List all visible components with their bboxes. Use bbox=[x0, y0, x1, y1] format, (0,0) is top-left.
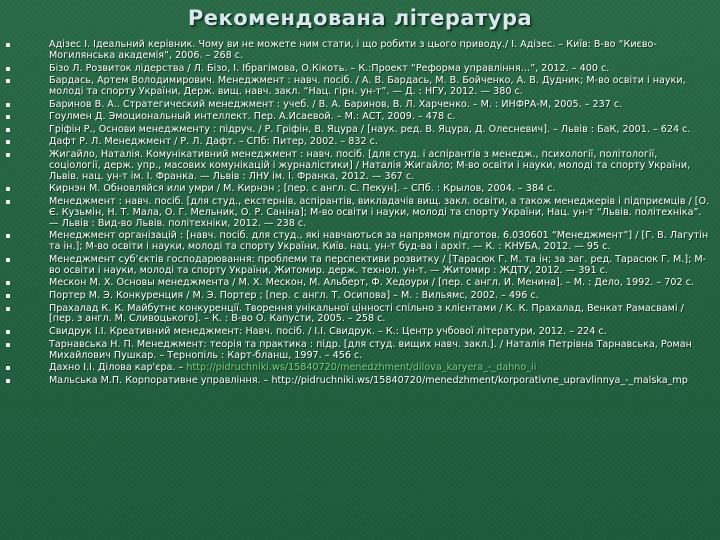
reference-item bbox=[6, 363, 714, 374]
reference-item bbox=[6, 184, 714, 195]
reference-text: Гріфін Р., Основи менеджменту : підруч. / Р. Гріфін, В. Яцура / [наук. ред. В. Яцура, Д. Олесневич]. – Львів : БаК, 2001. – 624 с. bbox=[49, 123, 691, 135]
reference-item bbox=[6, 291, 714, 302]
reference-item bbox=[6, 150, 714, 183]
reference-item bbox=[6, 231, 714, 253]
reference-item bbox=[6, 327, 714, 338]
reference-item bbox=[6, 197, 714, 230]
reference-text: Дафт Р. Л. Менеджмент / Р. Л. Дафт. – СПб: Питер, 2002. – 832 с. bbox=[49, 136, 378, 148]
reference-text: Баринов В. А.. Стратегический менеджмент : учеб. / В. А. Баринов, В. Л. Харченко. – М. : ИНФРА-М, 2005. – 237 с. bbox=[49, 98, 623, 110]
reference-text: Бардась, Артем Володимирович. Менеджмент : навч. посіб. / А. В. Бардась, М. В. Бойченко, А. В. Дудник; М-во освіти і науки, молоді та спорту України, Держ. вищ. навч. закл. “Нац. гірн. ун-т”. — Д. : НГУ, 2012. — 380 с. bbox=[49, 75, 686, 97]
reference-item bbox=[6, 64, 714, 75]
bullet-icon bbox=[6, 128, 10, 132]
reference-list bbox=[6, 40, 714, 388]
bullet-icon bbox=[6, 200, 10, 204]
bullet-icon bbox=[6, 103, 10, 107]
reference-text: Тарнавська Н. П. Менеджмент: теорія та практика : підр. [для студ. вищих навч. закл.]. / Наталія Петрівна Тарнавська, Роман Михайлович Пушкар. – Тернопіль : Карт-бланш, 1997. – 456 с. bbox=[49, 338, 692, 361]
reference-text: Мескон М. Х. Основы менеджмента / М. Х. Мескон, М. Альберт, Ф. Хедоури / [пер. с англ. И. Менина]. – М. : Дело, 1992. – 702 с. bbox=[49, 277, 694, 289]
reference-item bbox=[6, 376, 714, 387]
reference-item bbox=[6, 40, 714, 62]
reference-text: Менеджмент суб’єктів господарювання: проблеми та перспективи розвитку / [Тарасюк Г. М. та ін; за заг. ред. Тарасюк Г. М.]; М-во освіти і науки, молоді та спорту України, Житомир. держ. технол. ун-т. — Житомир : ЖДТУ, 2012. — 391 с. bbox=[49, 253, 707, 276]
bullet-icon bbox=[6, 115, 10, 119]
bullet-icon bbox=[6, 330, 10, 334]
bullet-icon bbox=[6, 294, 10, 298]
bullet-icon bbox=[6, 343, 10, 347]
reference-text: Гоулмен Д. Эмоциональный интеллект. Пер. А.Исаевой. – М.: АСТ, 2009. – 478 с. bbox=[49, 111, 456, 123]
reference-text: Менеджмент : навч. посіб. [для студ., екстернів, аспірантів, викладачів вищ. закл. освіти, а також менеджерів і підприємців / [О. Є. Кузьмін, Н. Т. Мала, О. Г. Мельник, О. Р. Саніна]; М-во освіти і науки, молоді та спорту України, Нац. ун-т “Львів. політехніка”. — Львів : Вид-во Львів. політехніки, 2012. — 238 с. bbox=[49, 195, 710, 229]
reference-text: Прахалад К. К. Майбутнє конкуренції. Творення унікальної цінності спільно з клієнтами / К. К. Прахалад, Венкат Рамасвамі / [пер. з англ. М. Сливоцького]. – К. : В-во О. Капусти, 2005. – 258 с. bbox=[49, 302, 684, 325]
reference-item bbox=[6, 137, 714, 148]
reference-text: Адізес І. Ідеальний керівник. Чому ви не можете ним стати, і що робити з цього приводу./ І. Адізес. – Київ: В-во “Києво-Могилянська академія”, 2006. – 268 с. bbox=[49, 39, 657, 61]
reference-item bbox=[6, 255, 714, 277]
reference-item bbox=[6, 100, 714, 111]
reference-text: Свидрук І.І. Креативний менеджмент: Навч. посіб. / І.І. Свидрук. – К.: Центр учбової літератури, 2012. – 224 с. bbox=[49, 326, 607, 338]
bullet-icon bbox=[6, 379, 10, 383]
bullet-icon bbox=[6, 258, 10, 262]
bullet-icon bbox=[6, 281, 10, 285]
bullet-icon bbox=[6, 43, 10, 47]
bullet-icon bbox=[6, 153, 10, 157]
reference-text: Дахно І.І. Ділова кар'єра. – bbox=[49, 362, 187, 374]
reference-item bbox=[6, 112, 714, 123]
reference-item bbox=[6, 125, 714, 136]
reference-text: Менеджмент організацій : [навч. посіб. для студ., які навчаються за напрямом підготов. 6.030601 “Менеджмент”] / [Г. В. Лагутін та ін.]; М-во освіти і науки, молоді та спорту України, Київ. нац. ун-т буд-ва і архіт. — К. : КНУБА, 2012. — 95 с. bbox=[49, 230, 709, 253]
bullet-icon bbox=[6, 79, 10, 83]
reference-text: Жигайло, Наталія. Комунікативний менеджмент : навч. посіб. [для студ. і аспірантів з менедж., психології, політології, соціології, держ. упр., масових комунікацій і журналістики] / Наталія Жигайло; М-во освіти і науки, молоді та спорту України, Львів. нац. ун-т ім. І. Франка. — Львів : ЛНУ ім. І. Франка, 2012. — 367 с. bbox=[49, 148, 691, 182]
bullet-icon bbox=[6, 366, 10, 370]
bullet-icon bbox=[6, 307, 10, 311]
bullet-icon bbox=[6, 67, 10, 71]
bullet-icon bbox=[6, 234, 10, 238]
reference-item bbox=[6, 278, 714, 289]
reference-item bbox=[6, 76, 714, 98]
bullet-icon bbox=[6, 187, 10, 191]
reference-item bbox=[6, 304, 714, 326]
bullet-icon bbox=[6, 140, 10, 144]
reference-text: Кирнэн М. Обновляйся или умри / М. Кирнэн ; [пер. с англ. С. Пекун]. – СПб. : Крылов, 2004. – 384 с. bbox=[49, 183, 556, 195]
reference-text: Мальська М.П. Корпоративне управління. – http://pidruchniki.ws/15840720/menedzhment/korporativne_upravlinnya_-_malska_mp bbox=[49, 374, 688, 386]
slide-title: Рекомендована література bbox=[187, 6, 533, 30]
reference-item bbox=[6, 340, 714, 362]
reference-text: Бізо Л. Розвиток лідерства / Л. Бізо, І. Ібрагімова, О.Кікоть. – К.:Проект “Реформа управління…”, 2012. – 400 с. bbox=[49, 62, 610, 74]
reference-link[interactable]: http://pidruchniki.ws/15840720/menedzhment/dilova_karyera_-_dahno_ii bbox=[186, 362, 537, 374]
reference-text: Портер М. Э. Конкуренция / М. Э. Портер ; [пер. с англ. Т. Осипова] – М. : Вильямс, 2002. – 496 с. bbox=[49, 289, 539, 301]
